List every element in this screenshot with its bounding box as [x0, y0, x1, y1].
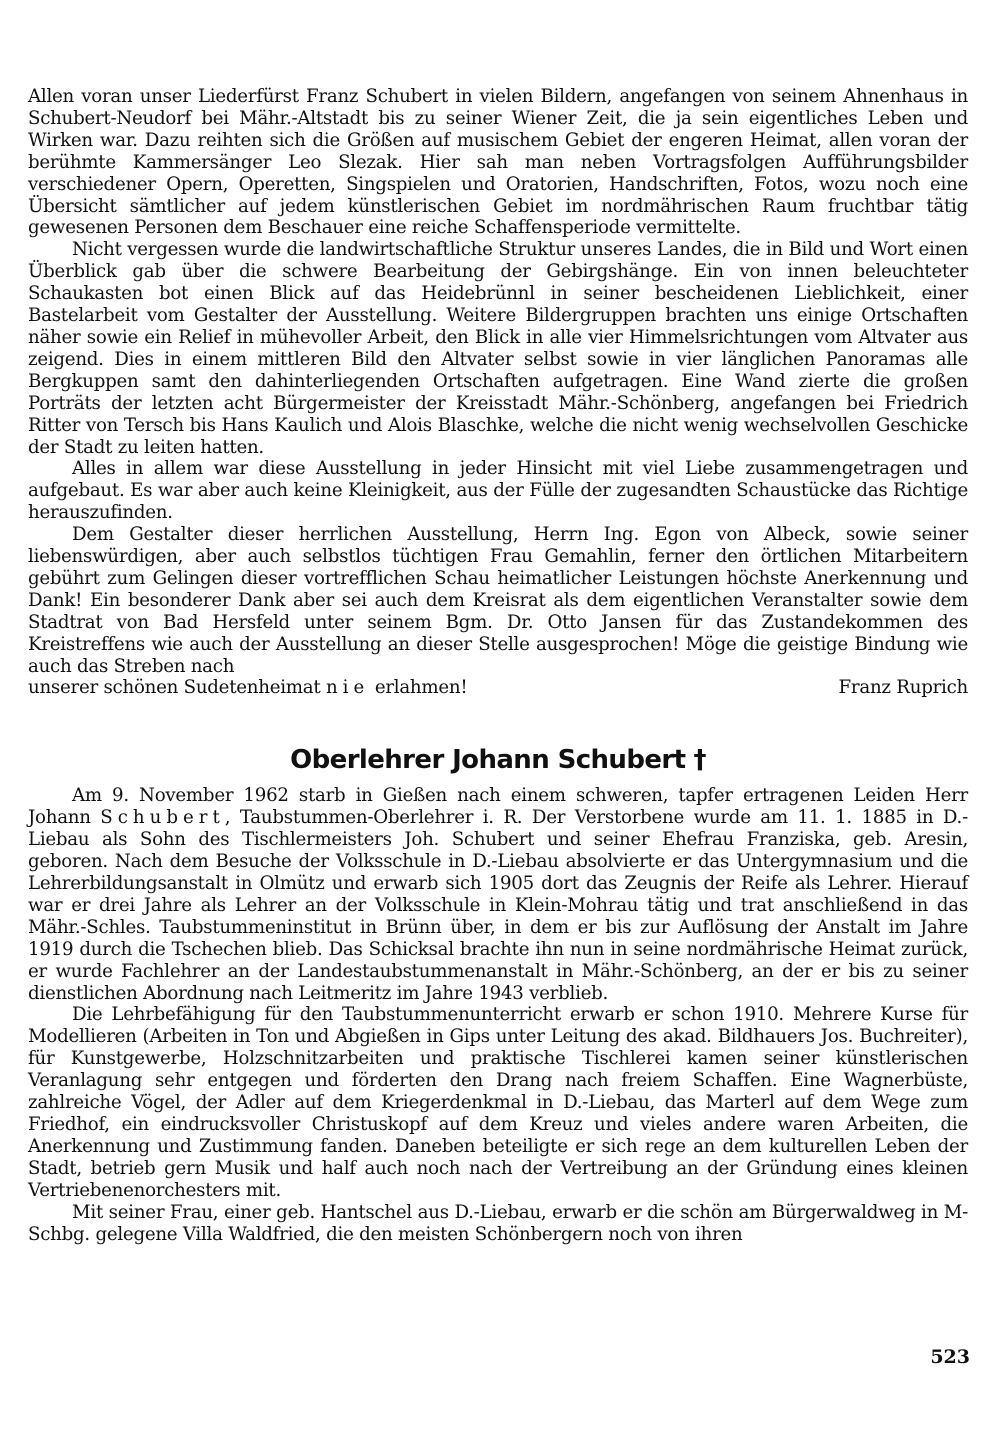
paragraph: Alles in allem war diese Ausstellung in jeder Hinsicht mit viel Liebe zusammengetragen und aufgebaut. Es war aber auch keine Kleinigkeit, aus der Fülle der zugesandten Schaustücke das Richtige herauszufinden. — [28, 458, 968, 524]
paragraph: Nicht vergessen wurde die landwirtschaftliche Struktur unseres Landes, die in Bild und Wort einen Überblick gab über die schwere Bearbeitung der Gebirgshänge. Ein von innen beleuchteter Schaukasten bot einen Blick auf das Heidebrünnl in seiner bescheidenen Lieblichkeit, einer Bastelarbeit vom Gestalter der Ausstellung. Weitere Bildergruppen brachten uns einige Ortschaften näher sowie ein Relief in mühevoller Arbeit, den Blick in alle vier Himmelsrichtungen vom Altvater aus zeigend. Dies in einem mittleren Bild den Altvater selbst sowie in vier länglichen Panoramas alle Bergkuppen samt den dahinterliegenden Ortschaften aufgetragen. Eine Wand zierte die großen Porträts der letzten acht Bürgermeister der Kreisstadt Mähr.-Schönberg, angefangen bei Friedrich Ritter von Tersch bis Hans Kaulich und Alois Blaschke, welche die nicht wenig wechselvollen Geschicke der Stadt zu leiten hatten. — [28, 239, 968, 458]
closing-line — [28, 677, 968, 699]
page-number: 523 — [930, 1346, 970, 1368]
page-content — [28, 86, 968, 1245]
obituary-title: Oberlehrer Johann Schubert † — [290, 745, 706, 776]
spaced-name: Schubert — [100, 807, 225, 829]
cross-icon: † — [693, 745, 706, 776]
section-obituary — [28, 785, 968, 1245]
paragraph: Allen voran unser Liederfürst Franz Schubert in vielen Bildern, angefangen von seinem Ahnenhaus in Schubert-Neudorf bei Mähr.-Altstadt bis zu seiner Wiener Zeit, die ja sein eigentliches Leben und Wirken war. Dazu reihten sich die Größen auf musischem Gebiet der engeren Heimat, allen voran der berühmte Kammersänger Leo Slezak. Hier sah man neben Vortragsfolgen Aufführungsbilder verschiedener Opern, Operetten, Singspielen und Oratorien, Handschriften, Fotos, wozu noch eine Übersicht sämtlicher auf jedem künstlerischen Gebiet im nordmährischen Raum fruchtbar tätig gewesenen Personen dem Beschauer eine reiche Schaffensperiode vermittelte. — [28, 86, 968, 239]
paragraph: Dem Gestalter dieser herrlichen Ausstellung, Herrn Ing. Egon von Albeck, sowie seiner liebenswürdigen, aber auch selbstlos tüchtigen Frau Gemahlin, ferner den örtlichen Mitarbeitern gebührt zum Gelingen dieser vortrefflichen Schau heimatlicher Leistungen höchste Anerkennung und Dank! Ein besonderer Dank aber sei auch dem Kreisrat als dem eigentlichen Veranstalter sowie dem Stadtrat von Bad Hersfeld unter seinem Bgm. Dr. Otto Jansen für das Zustandekommen des Kreistreffens wie auch der Ausstellung an dieser Stelle ausgesprochen! Möge die geistige Bindung wie auch das Streben nach — [28, 524, 968, 677]
paragraph: Die Lehrbefähigung für den Taubstummenunterricht erwarb er schon 1910. Mehrere Kurse für Modellieren (Arbeiten in Ton und Abgießen in Gips unter Leitung des akad. Bildhauers Jos. Buchreiter), für Kunstgewerbe, Holzschnitzarbeiten und praktische Tischlerei kamen seiner künstlerischen Veranlagung sehr entgegen und förderten den Drang nach freiem Schaffen. Eine Wagnerbüste, zahlreiche Vögel, der Adler auf dem Kriegerdenkmal in D.-Liebau, das Marterl auf dem Wege zum Friedhof, ein eindrucksvoller Christuskopf auf dem Kreuz und vieles andere waren Arbeiten, die Anerkennung und Zustimmung fanden. Daneben beteiligte er sich rege an dem kulturellen Leben der Stadt, betrieb gern Musik und half auch noch nach der Vertreibung an der Gründung eines kleinen Vertriebenenorchesters mit. — [28, 1004, 968, 1201]
paragraph: Mit seiner Frau, einer geb. Hantschel aus D.-Liebau, erwarb er die schön am Bürgerwaldweg in M-Schbg. gelegene Villa Waldfried, die den meisten Schönbergern noch von ihren — [28, 1201, 968, 1245]
section-exhibition-report — [28, 86, 968, 699]
closing-text: unserer schönen Sudetenheimat nie erlahmen! — [28, 677, 468, 699]
spaced-emphasis: nie — [325, 677, 370, 699]
paragraph: Am 9. November 1962 starb in Gießen nach einem schweren, tapfer ertragenen Leiden Herr Johann Schubert, Taubstummen-Oberlehrer i. R. Der Verstorbene wurde am 11. 1. 1885 in D.-Liebau als Sohn des Tischlermeisters Joh. Schubert und seiner Ehefrau Franziska, geb. Aresin, geboren. Nach dem Besuche der Volksschule in D.-Liebau absolvierte er das Untergymnasium und die Lehrerbildungsanstalt in Olmütz und erwarb sich 1905 dort das Zeugnis der Reife als Lehrer. Hierauf war er drei Jahre als Lehrer an der Volksschule in Klein-Mohrau tätig und trat anschließend in das Mähr.-Schles. Taubstummeninstitut in Brünn über, in dem er bis zur Auflösung der Anstalt im Jahre 1919 durch die Tschechen blieb. Das Schicksal brachte ihn nun in seine nordmährische Heimat zurück, er wurde Fachlehrer an der Landestaubstummenanstalt in Mähr.-Schönberg, an der er bis zu seiner dienstlichen Abordnung nach Leitmeritz im Jahre 1943 verblieb. — [28, 785, 968, 1004]
author-signature: Franz Ruprich — [838, 677, 968, 699]
